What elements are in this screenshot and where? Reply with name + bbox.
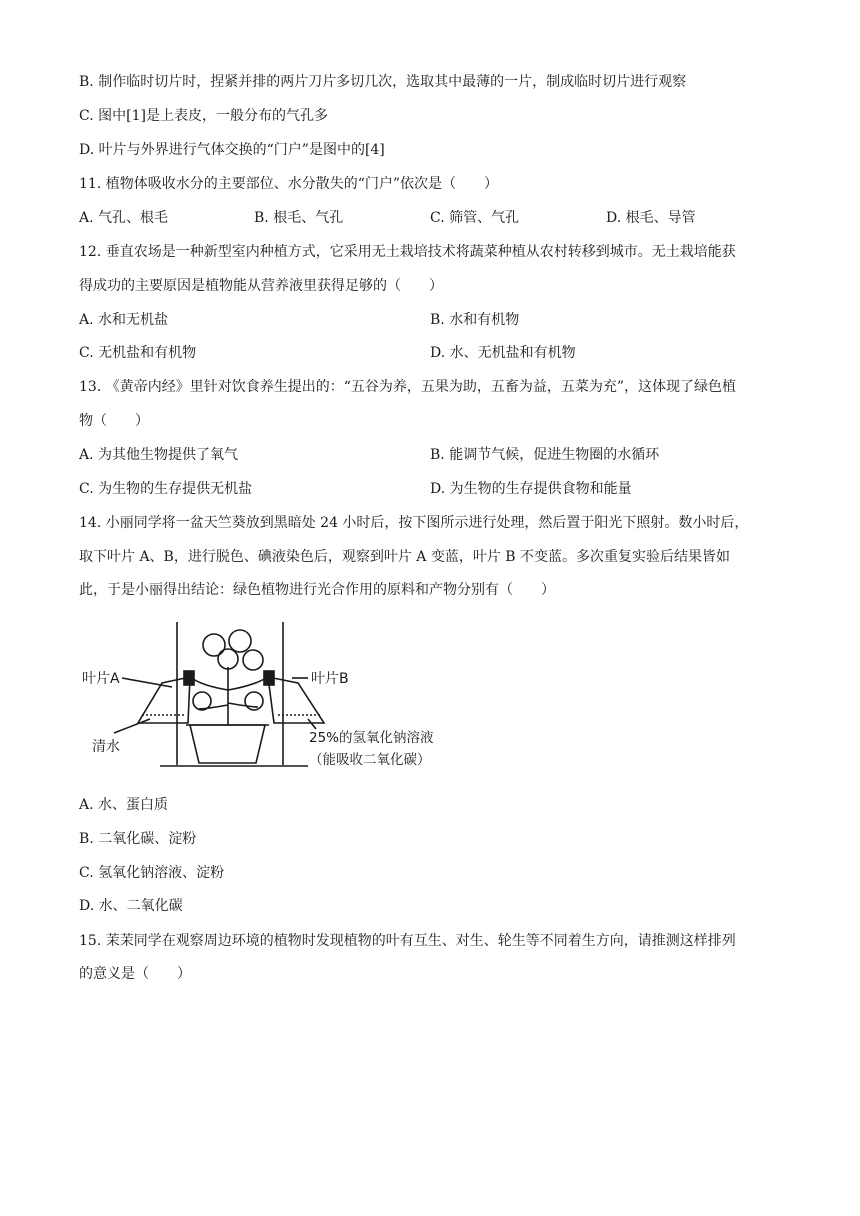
q12-option-c: C. 无机盐和有机物 bbox=[79, 345, 197, 361]
flower-3 bbox=[218, 649, 238, 669]
q14-option-b: B. 二氧化碳、淀粉 bbox=[79, 831, 197, 847]
q11-option-b: B. 根毛、气孔 bbox=[254, 210, 344, 226]
q14-stem-line3: 此，于是小丽得出结论：绿色植物进行光合作用的原料和产物分别有（ ） bbox=[79, 582, 555, 598]
experiment-diagram bbox=[80, 615, 440, 780]
flower-pot bbox=[190, 725, 265, 763]
q10-option-d: D. 叶片与外界进行气体交换的“门户”是图中的[4] bbox=[79, 142, 385, 158]
water-pointer bbox=[114, 719, 150, 733]
q13-option-b: B. 能调节气候，促进生物圈的水循环 bbox=[430, 447, 660, 463]
flower-1 bbox=[203, 634, 225, 656]
q14-stem-line2: 取下叶片 A、B，进行脱色、碘液染色后，观察到叶片 A 变蓝，叶片 B 不变蓝。多次重复实验后结果皆如 bbox=[79, 549, 731, 565]
q14-option-c: C. 氢氧化钠溶液、淀粉 bbox=[79, 865, 225, 881]
naoh-note: （能吸收二氧化碳） bbox=[309, 752, 431, 768]
q10-option-b: B. 制作临时切片时，捏紧并排的两片刀片多切几次，选取其中最薄的一片，制成临时切片进行观察 bbox=[79, 74, 687, 90]
experiment-figure bbox=[80, 615, 440, 780]
q11-option-d: D. 根毛、导管 bbox=[606, 210, 696, 226]
q14-option-a: A. 水、蛋白质 bbox=[79, 797, 169, 813]
q12-stem-line1: 12. 垂直农场是一种新型室内种植方式，它采用无土栽培技术将蔬菜种植从农村转移到城市。无土栽培能获 bbox=[79, 244, 736, 260]
q12-option-b: B. 水和有机物 bbox=[430, 312, 520, 328]
leaf-b-label: 叶片B bbox=[311, 671, 349, 687]
flask-b-stopper bbox=[264, 671, 274, 685]
naoh-pointer bbox=[308, 719, 316, 729]
q13-option-d: D. 为生物的生存提供食物和能量 bbox=[430, 481, 632, 497]
q13-stem-line1: 13. 《黄帝内经》里针对饮食养生提出的：“五谷为养，五果为助，五畜为益，五菜为充”，这体现了绿色植 bbox=[79, 379, 737, 395]
q12-option-a: A. 水和无机盐 bbox=[79, 312, 169, 328]
q12-option-d: D. 水、无机盐和有机物 bbox=[430, 345, 576, 361]
flask-a bbox=[138, 677, 190, 723]
q13-option-a: A. 为其他生物提供了氧气 bbox=[79, 447, 239, 463]
q11-stem: 11. 植物体吸收水分的主要部位、水分散失的“门户”依次是（ ） bbox=[79, 176, 499, 192]
leaf-a-label: 叶片A bbox=[82, 671, 120, 687]
q11-option-a: A. 气孔、根毛 bbox=[79, 210, 169, 226]
q12-stem-line2: 得成功的主要原因是植物能从营养液里获得足够的（ ） bbox=[79, 278, 443, 294]
q13-option-c: C. 为生物的生存提供无机盐 bbox=[79, 481, 253, 497]
q15-stem-line2: 的意义是（ ） bbox=[79, 966, 191, 982]
q10-option-c: C. 图中[1]是上表皮，一般分布的气孔多 bbox=[79, 108, 328, 124]
q13-stem-line2: 物（ ） bbox=[79, 413, 149, 429]
water-label: 清水 bbox=[92, 739, 120, 755]
q11-option-c: C. 筛管、气孔 bbox=[430, 210, 520, 226]
naoh-label: 25%的氢氧化钠溶液 bbox=[309, 730, 434, 746]
flower-2 bbox=[229, 630, 251, 652]
q14-stem-line1: 14. 小丽同学将一盆天竺葵放到黑暗处 24 小时后，按下图所示进行处理，然后置于阳光下照射。数小时后， bbox=[79, 515, 749, 531]
flask-a-stopper bbox=[184, 671, 194, 685]
flower-4 bbox=[243, 650, 263, 670]
q14-option-d: D. 水、二氧化碳 bbox=[79, 898, 183, 914]
leaf-left bbox=[193, 692, 211, 710]
q15-stem-line1: 15. 茉茉同学在观察周边环境的植物时发现植物的叶有互生、对生、轮生等不同着生方向，请推测这样排列 bbox=[79, 933, 736, 949]
